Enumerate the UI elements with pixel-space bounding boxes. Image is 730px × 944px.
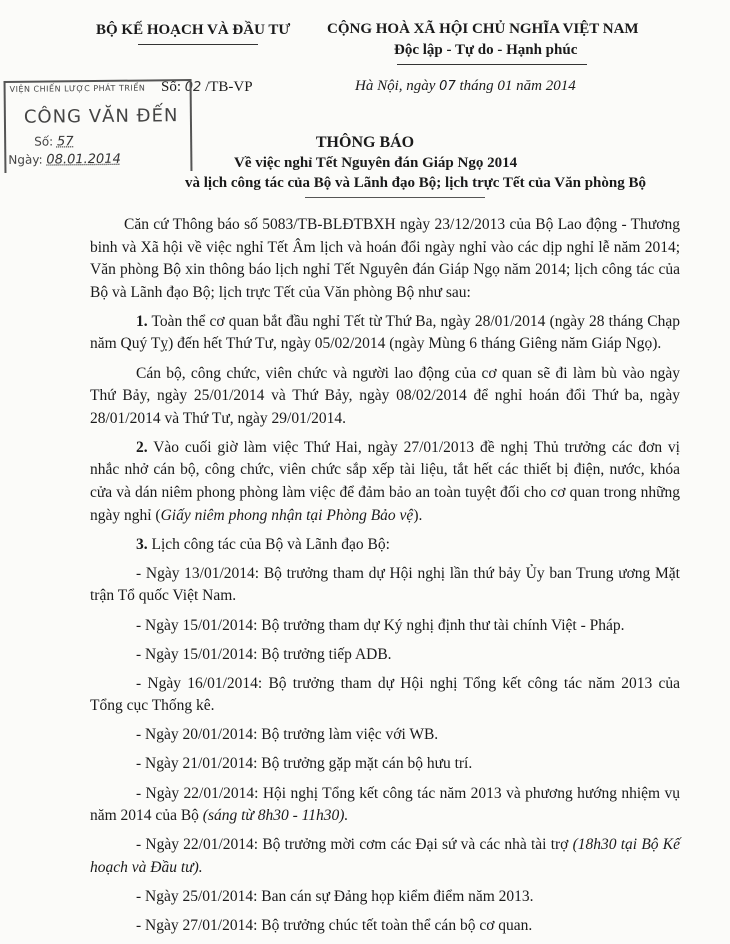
schedule-entry: - Ngày 27/01/2014: Bộ trưởng chúc tết toàn thể cán bộ cơ quan. <box>136 917 533 935</box>
item-3-number: 3. <box>136 535 148 553</box>
item-1 <box>90 311 680 356</box>
item-2-number: 2. <box>136 438 148 456</box>
item-2-italic-note: Giấy niêm phong nhận tại Phòng Bảo vệ <box>160 506 414 524</box>
document-date <box>355 78 576 95</box>
motto-underline <box>397 64 587 65</box>
schedule-entry: - Ngày 16/01/2014: Bộ trưởng tham dự Hội nghị Tổng kết công tác năm 2013 của Tổng cục Thống kê. <box>90 674 680 715</box>
schedule-entry-note: (sáng từ 8h30 - 11h30). <box>202 807 349 825</box>
item-2-text: Vào cuối giờ làm việc Thứ Hai, ngày 27/01/2013 đề nghị Thủ trưởng các đơn vị nhắc nhở cán bộ, công chức, viên chức sắp xếp tài liệu, tắt hết các thiết bị điện, nước, khóa cửa và dán niêm phong phòng làm việc để đảm bảo an toàn tuyệt đối cho cơ quan trong những ngày nghỉ ( <box>90 438 680 524</box>
date-prefix: Hà Nội, ngày <box>355 78 436 94</box>
stamp-date <box>8 152 121 168</box>
number-handwritten: 02 <box>184 80 202 95</box>
item-1-number: 1. <box>136 312 148 330</box>
number-suffix: /TB-VP <box>205 79 253 95</box>
schedule-entry-text: - Ngày 22/01/2014: Bộ trưởng mời cơm các Đại sứ và các nhà tài trợ <box>136 836 573 854</box>
incoming-document-stamp <box>4 79 193 173</box>
document-body <box>90 214 680 944</box>
schedule-entry: - Ngày 15/01/2014: Bộ trưởng tiếp ADB. <box>136 645 392 663</box>
item-1-text: Toàn thể cơ quan bắt đầu nghỉ Tết từ Thứ Ba, ngày 28/01/2014 (ngày 28 tháng Chạp năm Quý Tỵ) đến hết Thứ Tư, ngày 05/02/2014 (ngày Mùng 6 tháng Giêng năm Giáp Ngọ). <box>90 312 680 353</box>
stamp-number-label: Số: <box>34 134 54 149</box>
schedule-entry: - Ngày 15/01/2014: Bộ trưởng tham dự Ký nghị định thư tài chính Việt - Pháp. <box>136 616 625 634</box>
schedule-entry: - Ngày 13/01/2014: Bộ trưởng tham dự Hội nghị lần thứ bảy Ủy ban Trung ương Mặt trận Tổ quốc Việt Nam. <box>90 564 680 605</box>
schedule-entry-note: (18h30 tại Bộ Kế hoạch và Đầu tư). <box>90 836 680 876</box>
subject-underline <box>305 197 485 198</box>
republic-title: CỘNG HOÀ XÃ HỘI CHỦ NGHĨA VIỆT NAM <box>327 21 639 37</box>
national-motto: Độc lập - Tự do - Hạnh phúc <box>394 42 578 58</box>
item-1-paragraph-2: Cán bộ, công chức, viên chức và người lao động của cơ quan sẽ đi làm bù vào ngày Thứ Bảy, ngày 25/01/2014 và Thứ Bảy, ngày 08/02/2014 để nghỉ hoán đổi Thứ ba, ngày 28/01/2014 và Thứ Tư, ngày 29/01/2014. <box>90 364 680 427</box>
schedule-entry <box>90 783 680 828</box>
intro-paragraph: Căn cứ Thông báo số 5083/TB-BLĐTBXH ngày 23/12/2013 của Bộ Lao động - Thương binh và Xã hội về việc nghỉ Tết Âm lịch và hoán đổi ngày nghỉ vào các dịp nghỉ lễ năm 2014; Văn phòng Bộ xin thông báo lịch nghỉ Tết Nguyên đán Giáp Ngọ năm 2014; lịch công tác của Bộ và Lãnh đạo Bộ; lịch trực Tết của Văn phòng Bộ như sau: <box>90 216 680 301</box>
item-3 <box>90 534 680 557</box>
stamp-org: VIỆN CHIẾN LƯỢC PHÁT TRIỂN <box>9 83 146 94</box>
item-3-text: Lịch công tác của Bộ và Lãnh đạo Bộ: <box>151 535 390 553</box>
item-2-end: ). <box>413 506 423 524</box>
schedule-entry <box>90 834 680 879</box>
stamp-date-label: Ngày: <box>8 152 43 167</box>
stamp-title: CÔNG VĂN ĐẾN <box>23 105 179 128</box>
document-subject-line2: và lịch công tác của Bộ và Lãnh đạo Bộ; lịch trực Tết của Văn phòng Bộ <box>185 175 646 191</box>
item-2 <box>90 437 680 527</box>
schedule-entry: - Ngày 21/01/2014: Bộ trưởng gặp mặt cán bộ hưu trí. <box>136 755 473 773</box>
document-title: THÔNG BÁO <box>315 134 415 151</box>
number-prefix: Số: <box>161 79 182 95</box>
schedule-entry: - Ngày 20/01/2014: Bộ trưởng làm việc với WB. <box>136 726 439 744</box>
schedule-entry-text: - Ngày 22/01/2014: Hội nghị Tổng kết công tác năm 2013 và phương hướng nhiệm vụ năm 2014 của Bộ <box>90 784 680 825</box>
date-rest: tháng 01 năm 2014 <box>459 78 576 94</box>
stamp-date-value: 08.01.2014 <box>46 151 121 168</box>
document-subject-line1: Về việc nghỉ Tết Nguyên đán Giáp Ngọ 2014 <box>234 155 518 171</box>
schedule-entry: - Ngày 25/01/2014: Ban cán sự Đảng họp kiểm điểm năm 2013. <box>136 887 534 905</box>
ministry-name: BỘ KẾ HOẠCH VÀ ĐẦU TƯ <box>96 22 291 38</box>
date-day-handwritten: 07 <box>439 79 456 94</box>
stamp-number-value: 57 <box>56 134 74 150</box>
ministry-underline <box>138 44 258 45</box>
